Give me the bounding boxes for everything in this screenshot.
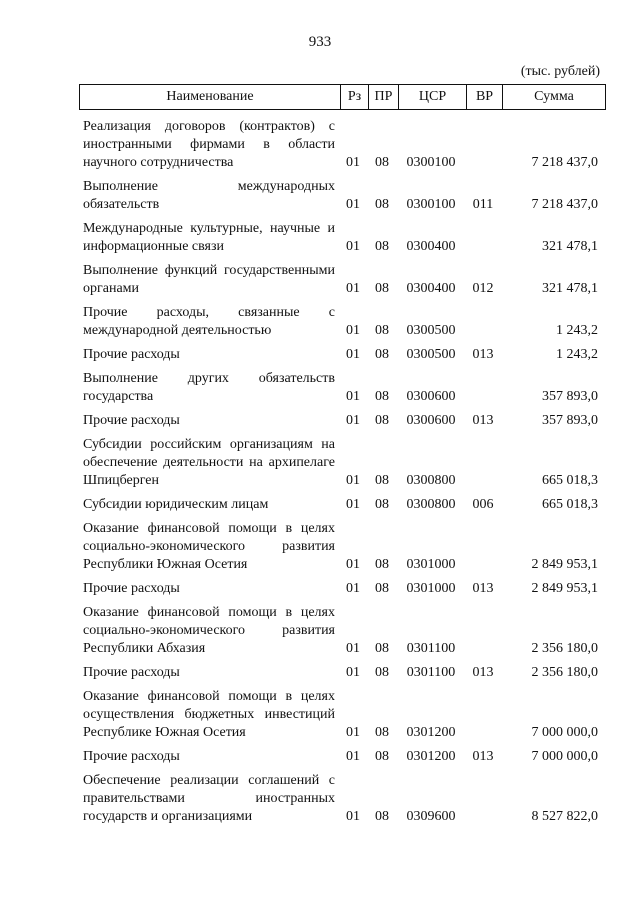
row-sum: 357 893,0 bbox=[542, 413, 598, 428]
header-rz: Рз bbox=[340, 85, 368, 109]
row-pr: 08 bbox=[375, 557, 389, 572]
row-pr: 08 bbox=[375, 389, 389, 404]
table-row bbox=[79, 520, 606, 574]
table-row bbox=[79, 220, 606, 256]
table-body bbox=[79, 112, 606, 826]
row-csr: 0300800 bbox=[406, 473, 456, 488]
row-sum: 665 018,3 bbox=[542, 497, 598, 512]
row-pr: 08 bbox=[375, 155, 389, 170]
header-vr: ВР bbox=[466, 85, 502, 109]
table-header bbox=[79, 84, 606, 110]
table-row bbox=[79, 604, 606, 658]
row-pr: 08 bbox=[375, 197, 389, 212]
row-sum: 2 849 953,1 bbox=[531, 557, 598, 572]
row-csr: 0309600 bbox=[406, 809, 456, 824]
table-row bbox=[79, 772, 606, 826]
table-row bbox=[79, 688, 606, 742]
row-pr: 08 bbox=[375, 581, 389, 596]
row-rz: 01 bbox=[346, 725, 360, 740]
row-name: Выполнение международных обязательств bbox=[83, 179, 335, 212]
header-csr: ЦСР bbox=[398, 85, 466, 109]
header-sum: Сумма bbox=[502, 85, 605, 109]
row-rz: 01 bbox=[346, 389, 360, 404]
row-csr: 0300500 bbox=[406, 323, 456, 338]
row-rz: 01 bbox=[346, 239, 360, 254]
row-rz: 01 bbox=[346, 155, 360, 170]
row-name: Прочие расходы, связанные с международной деятельностью bbox=[83, 305, 335, 338]
units-label: (тыс. рублей) bbox=[520, 64, 600, 79]
row-sum: 357 893,0 bbox=[542, 389, 598, 404]
row-sum: 2 356 180,0 bbox=[531, 665, 598, 680]
row-csr: 0301000 bbox=[406, 581, 456, 596]
row-rz: 01 bbox=[346, 281, 360, 296]
row-csr: 0300600 bbox=[406, 413, 456, 428]
row-rz: 01 bbox=[346, 413, 360, 428]
row-csr: 0301200 bbox=[406, 725, 456, 740]
row-pr: 08 bbox=[375, 749, 389, 764]
row-pr: 08 bbox=[375, 413, 389, 428]
row-name: Прочие расходы bbox=[83, 665, 180, 680]
row-sum: 7 000 000,0 bbox=[531, 725, 598, 740]
row-rz: 01 bbox=[346, 473, 360, 488]
row-sum: 1 243,2 bbox=[556, 347, 598, 362]
row-pr: 08 bbox=[375, 347, 389, 362]
row-sum: 321 478,1 bbox=[542, 239, 598, 254]
row-vr: 013 bbox=[472, 665, 494, 680]
table-row bbox=[79, 118, 606, 172]
table-row bbox=[79, 436, 606, 490]
table-row bbox=[79, 496, 606, 514]
row-name: Прочие расходы bbox=[83, 413, 180, 428]
row-pr: 08 bbox=[375, 323, 389, 338]
row-sum: 1 243,2 bbox=[556, 323, 598, 338]
table-row bbox=[79, 262, 606, 298]
row-pr: 08 bbox=[375, 281, 389, 296]
row-sum: 7 218 437,0 bbox=[531, 155, 598, 170]
row-csr: 0300100 bbox=[406, 197, 456, 212]
table-row bbox=[79, 664, 606, 682]
row-name: Прочие расходы bbox=[83, 749, 180, 764]
row-sum: 8 527 822,0 bbox=[531, 809, 598, 824]
table-row bbox=[79, 346, 606, 364]
row-pr: 08 bbox=[375, 473, 389, 488]
row-rz: 01 bbox=[346, 581, 360, 596]
row-pr: 08 bbox=[375, 641, 389, 656]
table-row bbox=[79, 748, 606, 766]
row-name: Выполнение функций государственными органами bbox=[83, 263, 335, 296]
row-vr: 011 bbox=[472, 197, 494, 212]
row-name: Оказание финансовой помощи в целях социально-экономического развития Республики Абхазия bbox=[83, 605, 335, 656]
row-name: Международные культурные, научные и информационные связи bbox=[83, 221, 335, 254]
row-vr: 012 bbox=[472, 281, 494, 296]
row-name: Прочие расходы bbox=[83, 347, 180, 362]
row-name: Обеспечение реализации соглашений с правительствами иностранных государств и организациями bbox=[83, 773, 335, 824]
row-vr: 013 bbox=[472, 749, 494, 764]
row-vr: 006 bbox=[472, 497, 494, 512]
row-csr: 0300800 bbox=[406, 497, 456, 512]
row-sum: 7 218 437,0 bbox=[531, 197, 598, 212]
row-name: Субсидии российским организациям на обеспечение деятельности на архипелаге Шпицберген bbox=[83, 437, 335, 488]
row-rz: 01 bbox=[346, 665, 360, 680]
row-rz: 01 bbox=[346, 641, 360, 656]
row-csr: 0300600 bbox=[406, 389, 456, 404]
row-sum: 2 356 180,0 bbox=[531, 641, 598, 656]
row-name: Оказание финансовой помощи в целях социально-экономического развития Республики Южная Осетия bbox=[83, 521, 335, 572]
row-pr: 08 bbox=[375, 497, 389, 512]
row-csr: 0300400 bbox=[406, 239, 456, 254]
row-name: Прочие расходы bbox=[83, 581, 180, 596]
row-csr: 0301000 bbox=[406, 557, 456, 572]
row-pr: 08 bbox=[375, 665, 389, 680]
row-rz: 01 bbox=[346, 497, 360, 512]
row-csr: 0300400 bbox=[406, 281, 456, 296]
row-rz: 01 bbox=[346, 557, 360, 572]
row-csr: 0300100 bbox=[406, 155, 456, 170]
row-sum: 321 478,1 bbox=[542, 281, 598, 296]
row-rz: 01 bbox=[346, 749, 360, 764]
row-rz: 01 bbox=[346, 323, 360, 338]
row-rz: 01 bbox=[346, 809, 360, 824]
table-row bbox=[79, 580, 606, 598]
row-name: Реализация договоров (контрактов) с иностранными фирмами в области научного сотрудничества bbox=[83, 119, 335, 170]
row-csr: 0300500 bbox=[406, 347, 456, 362]
row-sum: 665 018,3 bbox=[542, 473, 598, 488]
row-vr: 013 bbox=[472, 413, 494, 428]
table-row bbox=[79, 412, 606, 430]
row-rz: 01 bbox=[346, 197, 360, 212]
row-pr: 08 bbox=[375, 809, 389, 824]
row-rz: 01 bbox=[346, 347, 360, 362]
row-csr: 0301200 bbox=[406, 749, 456, 764]
row-sum: 2 849 953,1 bbox=[531, 581, 598, 596]
row-name: Оказание финансовой помощи в целях осуществления бюджетных инвестиций Республике Южная Осетия bbox=[83, 689, 335, 740]
row-csr: 0301100 bbox=[406, 641, 456, 656]
row-pr: 08 bbox=[375, 725, 389, 740]
row-vr: 013 bbox=[472, 347, 494, 362]
table-row bbox=[79, 178, 606, 214]
page-number: 933 bbox=[308, 34, 332, 50]
row-name: Субсидии юридическим лицам bbox=[83, 497, 269, 512]
header-name: Наименование bbox=[166, 89, 254, 104]
row-csr: 0301100 bbox=[406, 665, 456, 680]
table-row bbox=[79, 304, 606, 340]
row-sum: 7 000 000,0 bbox=[531, 749, 598, 764]
table-row bbox=[79, 370, 606, 406]
row-vr: 013 bbox=[472, 581, 494, 596]
row-name: Выполнение других обязательств государства bbox=[83, 371, 335, 404]
header-pr: ПР bbox=[368, 85, 398, 109]
row-pr: 08 bbox=[375, 239, 389, 254]
